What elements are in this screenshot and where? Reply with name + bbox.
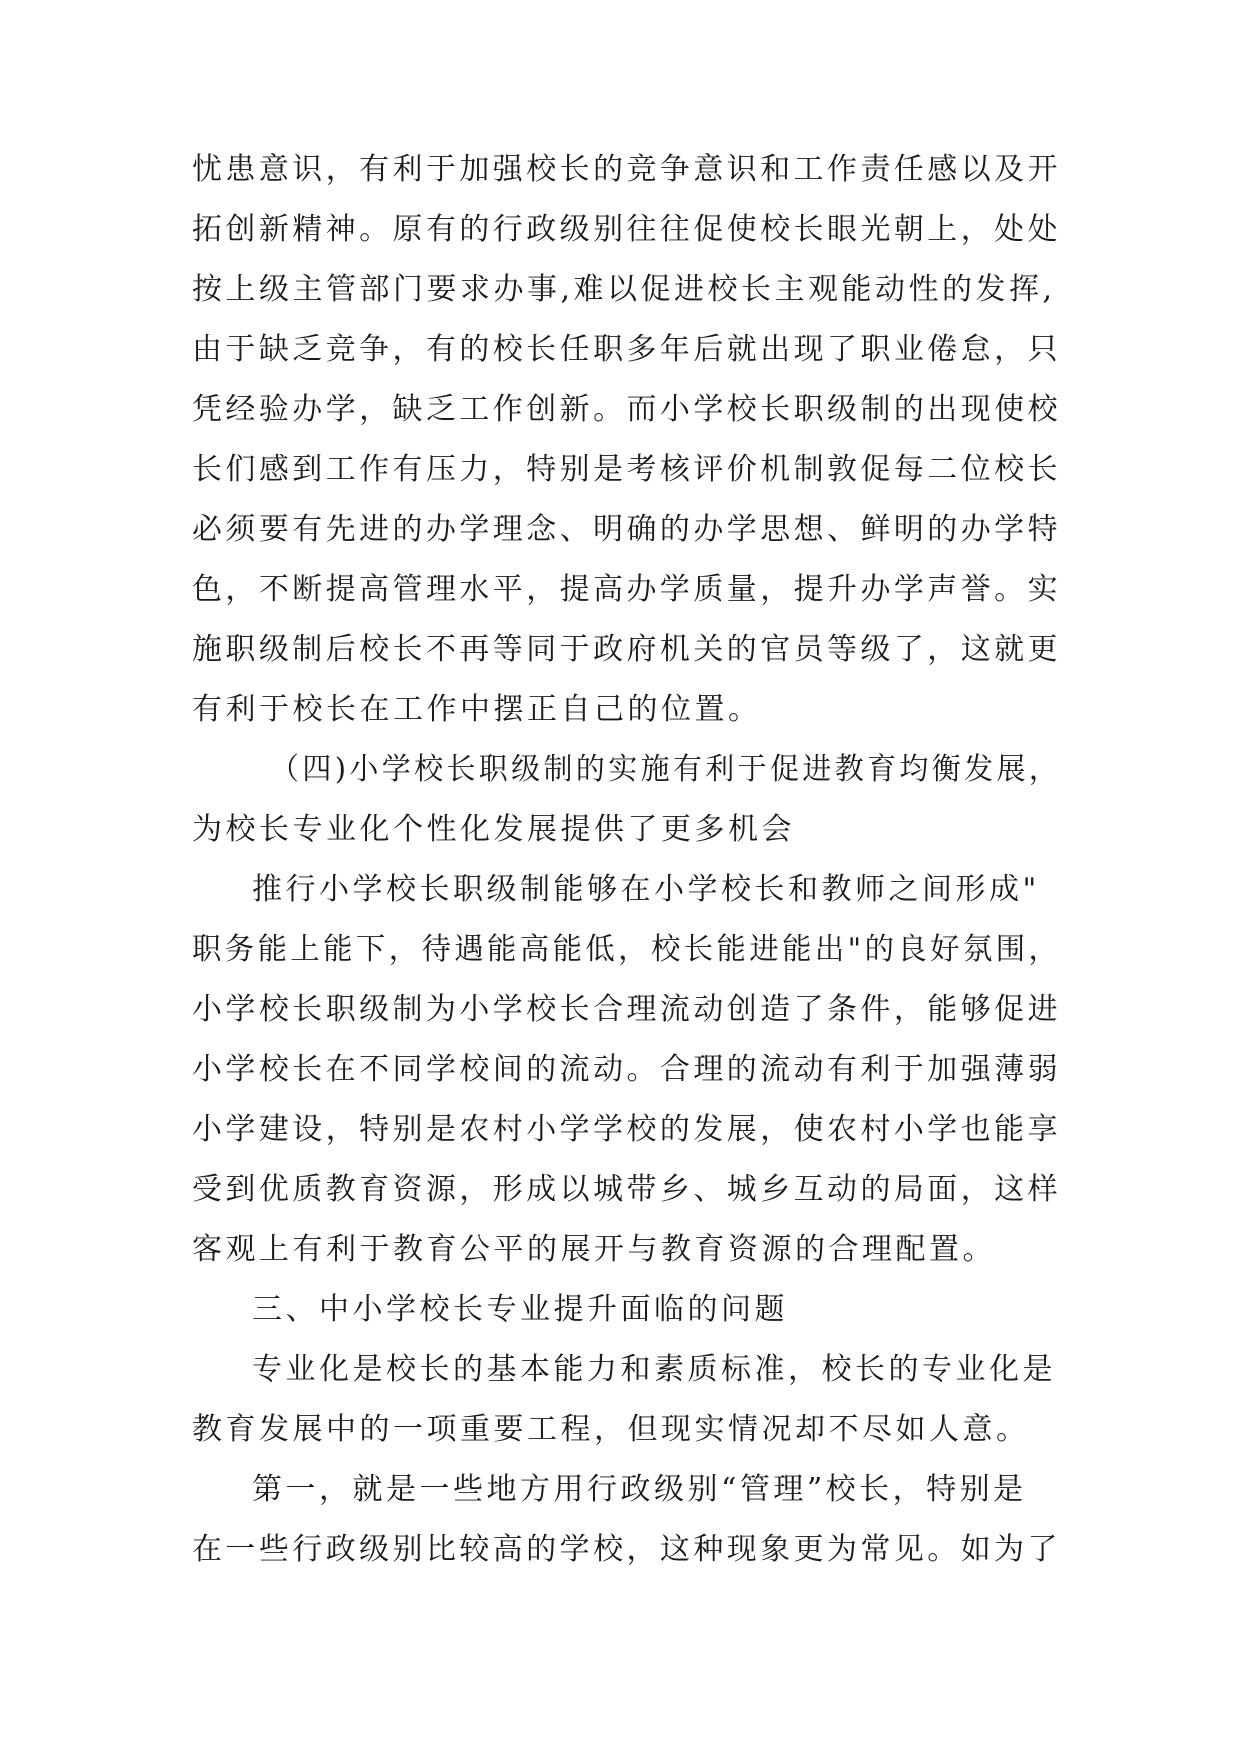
section-heading-line: （四)小学校长职级制的实施有利于促进教育均衡发展，: [270, 752, 1062, 787]
paragraph-line: 按上级主管部门要求办事,难以促进校长主观能动性的发挥,: [192, 272, 1056, 307]
paragraph-line: 长们感到工作有压力，特别是考核评价机制敦促每二位校长: [192, 452, 1061, 487]
paragraph-line: 第一，就是一些地方用行政级别“管理”校长，特别是: [252, 1472, 1027, 1507]
paragraph-line: 小学校长职级制为小学校长合理流动创造了条件，能够促进: [192, 992, 1061, 1027]
paragraph-line: 施职级制后校长不再等同于政府机关的官员等级了，这就更: [192, 632, 1061, 667]
paragraph-line: 小学校长在不同学校间的流动。合理的流动有利于加强薄弱: [192, 1052, 1061, 1087]
section-heading: 三、中小学校长专业提升面临的问题: [252, 1292, 788, 1327]
paragraph-line: 专业化是校长的基本能力和素质标准，校长的专业化是: [252, 1352, 1056, 1387]
paragraph-line: 教育发展中的一项重要工程，但现实情况却不尽如人意。: [192, 1412, 1030, 1447]
paragraph-line: 推行小学校长职级制能够在小学校长和教师之间形成": [252, 872, 1040, 907]
paragraph-line: 色，不断提高管理水平，提高办学质量，提升办学声誉。实: [192, 572, 1061, 607]
paragraph-line: 必须要有先进的办学理念、明确的办学思想、鲜明的办学特: [192, 512, 1061, 547]
paragraph-line: 忧患意识，有利于加强校长的竞争意识和工作责任感以及开: [192, 152, 1061, 187]
paragraph-line: 小学建设，特别是农村小学学校的发展，使农村小学也能享: [192, 1112, 1061, 1147]
paragraph-line: 在一些行政级别比较高的学校，这种现象更为常见。如为了: [192, 1532, 1061, 1567]
section-heading-line: 为校长专业化个性化发展提供了更多机会: [192, 812, 795, 847]
paragraph-line: 客观上有利于教育公平的展开与教育资源的合理配置。: [192, 1232, 996, 1267]
paragraph-line: 拓创新精神。原有的行政级别往往促使校长眼光朝上，处处: [192, 212, 1061, 247]
paragraph-line: 凭经验办学，缺乏工作创新。而小学校长职级制的出现使校: [192, 392, 1061, 427]
paragraph-line: 有利于校长在工作中摆正自己的位置。: [192, 692, 762, 727]
paragraph-line: 由于缺乏竞争，有的校长任职多年后就出现了职业倦怠，只: [192, 332, 1061, 367]
paragraph-line: 受到优质教育资源，形成以城带乡、城乡互动的局面，这样: [192, 1172, 1061, 1207]
paragraph-line: 职务能上能下，待遇能高能低，校长能进能出"的良好氛围，: [192, 932, 1062, 967]
